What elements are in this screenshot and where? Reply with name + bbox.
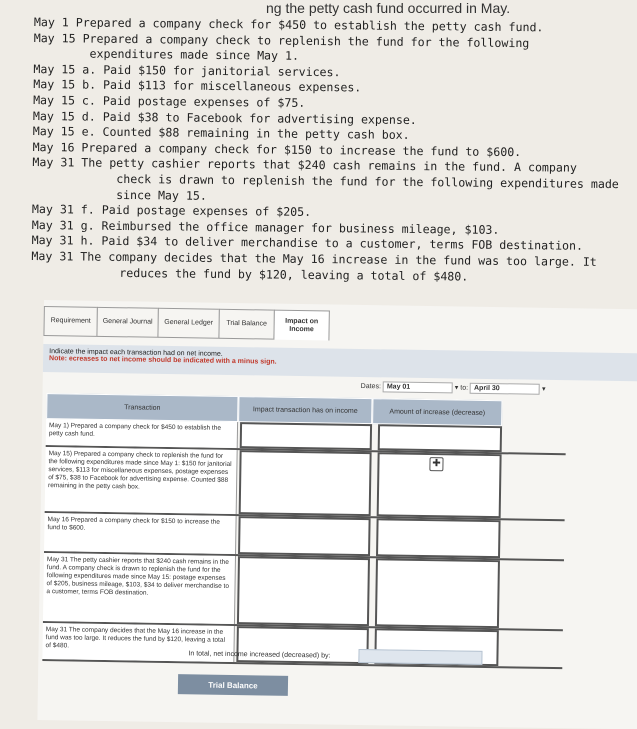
impact-input[interactable] <box>240 422 372 450</box>
table-row <box>45 447 566 521</box>
problem-line: May 15 e. Counted $88 remaining in the petty cash box. <box>32 124 410 143</box>
problem-line: May 15 c. Paid postage expenses of $75. <box>33 92 306 110</box>
chevron-down-icon[interactable]: ▾ <box>541 385 546 393</box>
tab-trial-balance[interactable]: Trial Balance <box>218 309 274 340</box>
date-range <box>361 381 546 395</box>
transaction-cell: May 31 The company decides that the May 16 increase in the fund was too large. It reduces the fund by $120, leaving a total of $480. <box>42 623 235 662</box>
problem-line: May 15 d. Paid $38 to Facebook for advertising expense. <box>32 108 417 127</box>
tab-requirement[interactable]: Requirement <box>43 306 97 337</box>
problem-line: expenditures made since May 1. <box>89 46 300 63</box>
transaction-cell: May 1) Prepared a company check for $450 to establish the petty cash fund. <box>46 419 238 448</box>
amount-input[interactable] <box>375 558 500 628</box>
header-impact: Impact transaction has on income <box>238 396 372 424</box>
cursor-plus-icon: ✚ <box>429 457 443 471</box>
amount-input[interactable] <box>378 424 502 452</box>
problem-line: May 31 f. Paid postage expenses of $205. <box>31 202 312 220</box>
problem-line: May 31 h. Paid $34 to deliver merchandise to a customer, terms FOB destination. <box>31 233 584 254</box>
tab-general-journal[interactable]: General Journal <box>96 307 158 338</box>
dates-label: Dates: <box>360 382 381 391</box>
impact-table <box>42 393 566 669</box>
transaction-cell: May 31 The petty cashier reports that $240 cash remains in the fund. A company check is drawn to replenish the fund for the following expenditures made since May 15: postage expenses of $205, business mileage, $103, $34 to deliver merchandise to a customer, terms FOB destination. <box>43 553 236 624</box>
problem-line: May 31 The company decides that the May 16 increase in the fund was too large. It <box>31 248 597 269</box>
problem-line: reduces the fund by $120, leaving a total of $480. <box>119 265 469 284</box>
tab-general-ledger[interactable]: General Ledger <box>157 308 219 339</box>
problem-line: May 31 g. Reimbursed the office manager for business mileage, $103. <box>31 217 500 237</box>
instruction-text: Indicate the impact each transaction had on net income. <box>49 348 223 358</box>
problem-line: May 16 Prepared a company check for $150 to increase the fund to $600. <box>32 139 522 159</box>
table-row <box>42 623 563 669</box>
problem-line: since May 15. <box>116 187 207 203</box>
problem-line: check is drawn to replenish the fund for the following expenditures made <box>116 171 619 192</box>
instructions <box>43 344 637 381</box>
answer-panel <box>37 300 637 729</box>
tab-impact-on-income[interactable]: Impact on Income <box>273 310 329 341</box>
problem-statement <box>31 15 634 286</box>
problem-line: May 15 Prepared a company check to replenish the fund for the following <box>33 30 530 50</box>
impact-input[interactable] <box>238 516 371 556</box>
impact-input[interactable] <box>237 556 370 626</box>
header-amount: Amount of increase (decrease) <box>372 398 502 426</box>
problem-header-text: ng the petty cash fund occurred in May. <box>266 0 511 16</box>
problem-line: May 15 a. Paid $150 for janitorial services. <box>33 61 341 79</box>
amount-input[interactable] <box>376 518 501 558</box>
problem-line: May 31 The petty cashier reports that $240 cash remains in the fund. A company <box>32 155 577 176</box>
instruction-note: Note: ecreases to net income should be indicated with a minus sign. <box>49 355 277 366</box>
next-tab-button[interactable]: Trial Balance <box>178 674 288 696</box>
tab-bar <box>43 306 328 342</box>
table-row <box>43 553 564 631</box>
total-input[interactable] <box>358 649 482 665</box>
transaction-cell: May 16 Prepared a company check for $150 to increase the fund to $600. <box>44 513 237 554</box>
chevron-down-icon[interactable]: ▾ <box>454 384 459 392</box>
problem-line: May 1 Prepared a company check for $450 to establish the petty cash fund. <box>33 15 544 35</box>
total-label: In total, net income increased (decreased) by: <box>188 650 331 660</box>
date-from-select[interactable]: May 01 <box>383 381 453 393</box>
amount-input[interactable] <box>377 452 502 518</box>
header-transaction: Transaction <box>46 393 238 422</box>
to-label: to: <box>460 384 469 392</box>
transaction-cell: May 15) Prepared a company check to replenish the fund for the following expenditures made since May 1: $150 for janitorial services, $113 for miscellaneous expenses, postage expenses of $75, $38 to Facebook for advertising expense. Counted $88 remaining in the petty cash box. <box>45 447 238 514</box>
problem-line: May 15 b. Paid $113 for miscellaneous expenses. <box>33 77 362 95</box>
impact-input[interactable] <box>239 450 372 516</box>
date-to-select[interactable]: April 30 <box>470 383 540 395</box>
